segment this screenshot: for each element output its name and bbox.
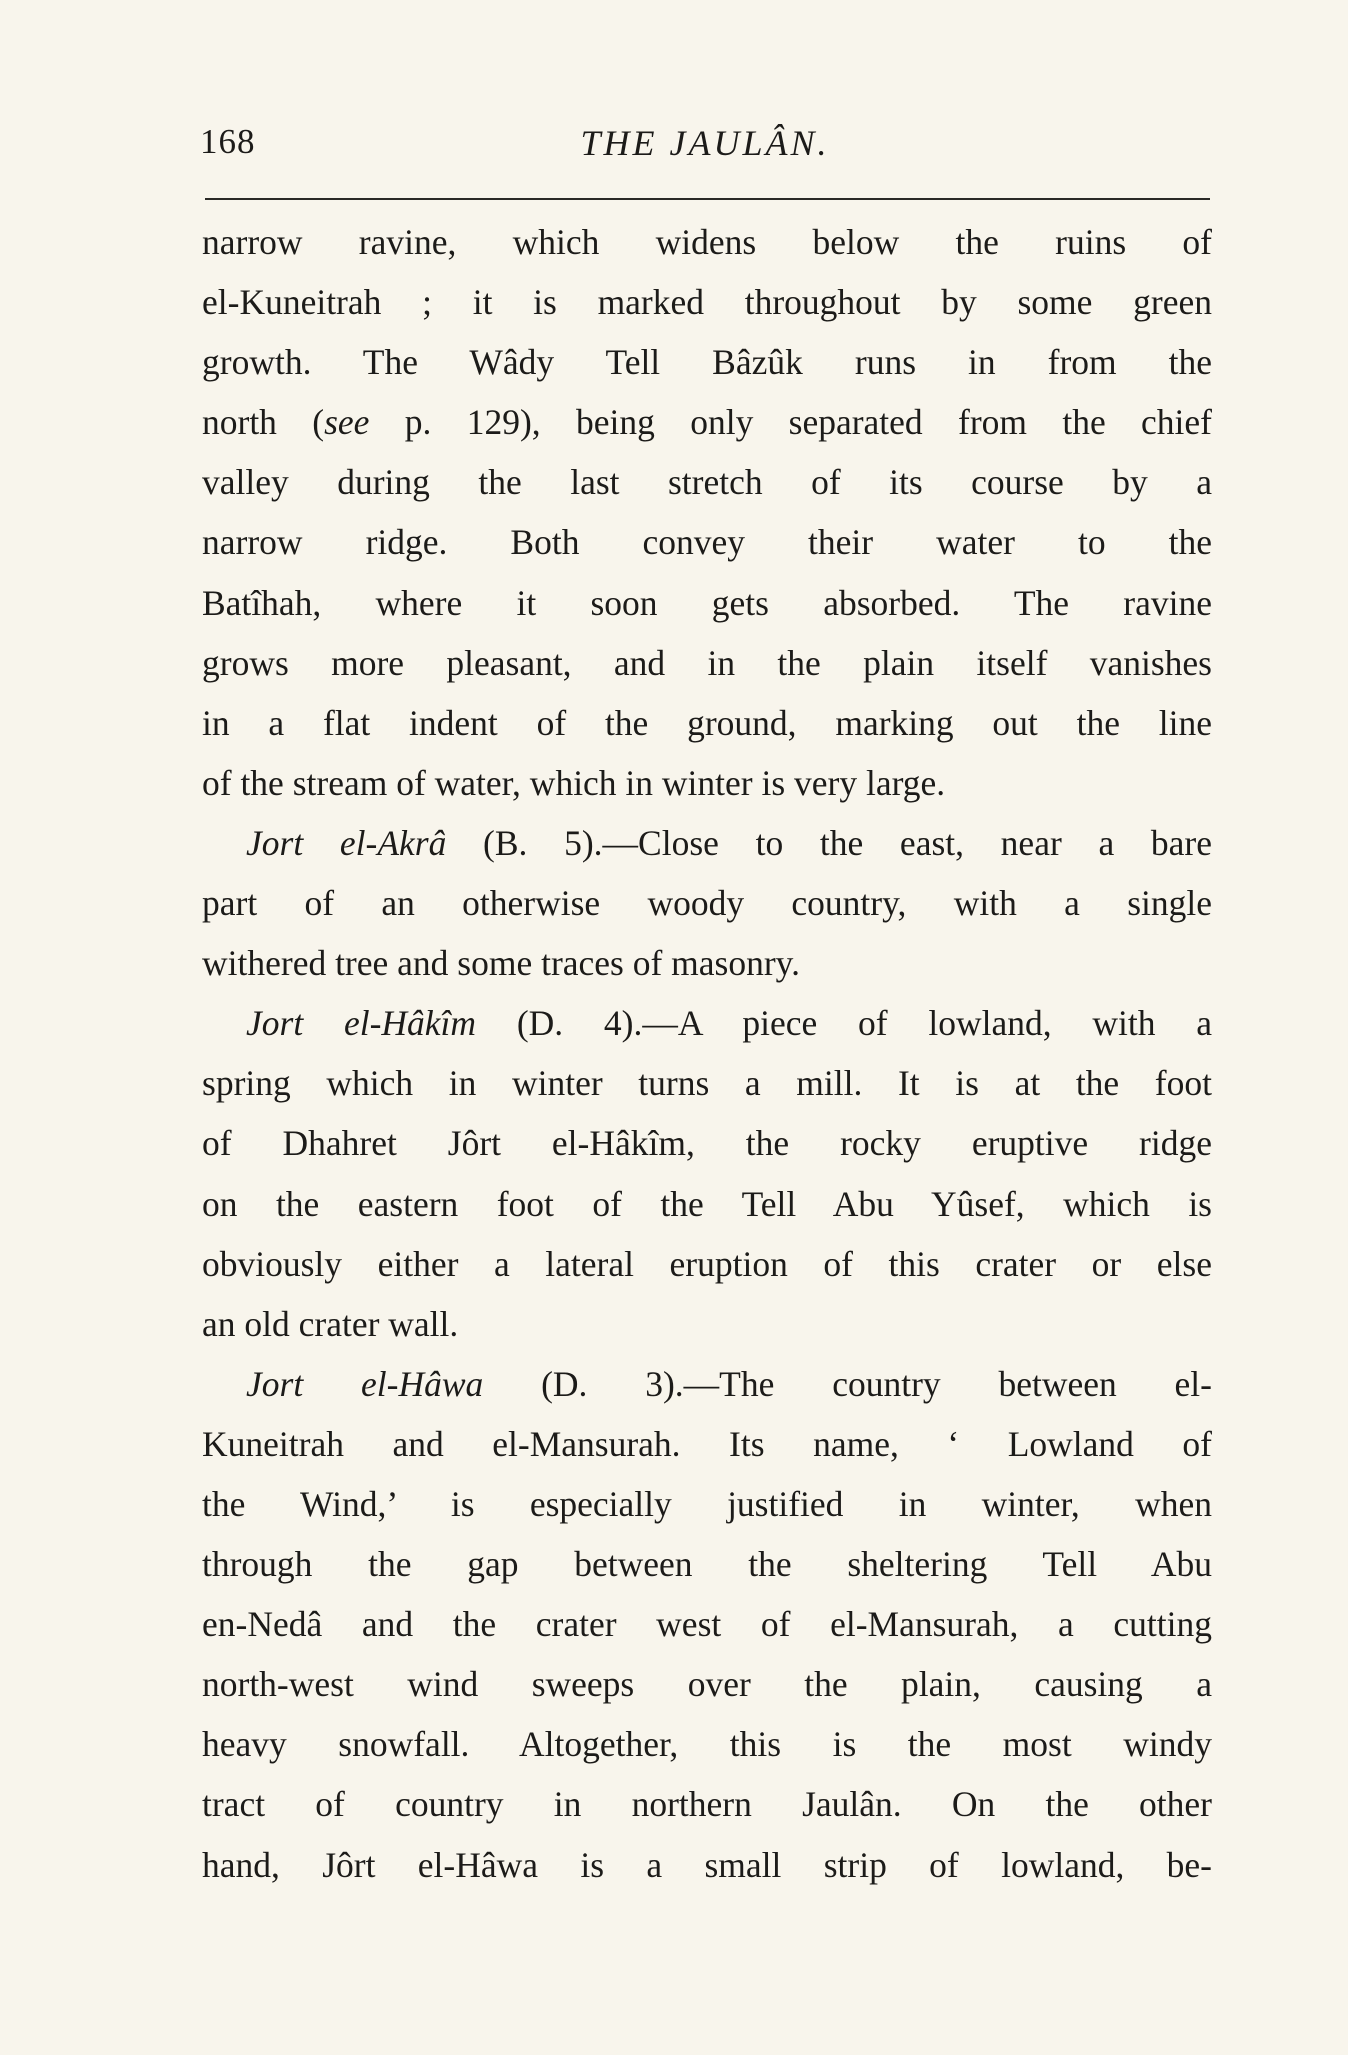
text-segment: p. 129), being only separated from the chief bbox=[369, 402, 1212, 443]
text-line: hand, Jôrt el-Hâwa is a small strip of lowland, be- bbox=[202, 1844, 1212, 1885]
text-line: an old crater wall. bbox=[202, 1303, 459, 1344]
text-line: Batîhah, where it soon gets absorbed. The ravine bbox=[202, 582, 1212, 623]
text-line: tract of country in northern Jaulân. On the other bbox=[202, 1784, 1212, 1825]
text-segment: north ( bbox=[202, 402, 325, 443]
text-line: on the eastern foot of the Tell Abu Yûsef, which is bbox=[202, 1183, 1212, 1224]
entry-title-jort-el-hawa: Jort el-Hâwa bbox=[246, 1363, 484, 1404]
text-line: el-Kuneitrah ; it is marked throughout by some green bbox=[202, 282, 1212, 323]
text-segment: (D. 4).—A piece of lowland, with a bbox=[476, 1003, 1212, 1044]
text-line: narrow ridge. Both convey their water to the bbox=[202, 522, 1212, 563]
text-line: narrow ravine, which widens below the ruins of bbox=[202, 222, 1212, 262]
text-line bbox=[202, 392, 1212, 452]
italic-see: see bbox=[324, 402, 370, 443]
entry-heading-line bbox=[202, 813, 1212, 873]
text-line: grows more pleasant, and in the plain itself vanishes bbox=[202, 642, 1212, 683]
text-line: part of an otherwise woody country, with a single bbox=[202, 883, 1212, 924]
text-line: north-west wind sweeps over the plain, causing a bbox=[202, 1664, 1212, 1705]
entry-title-jort-el-hakim: Jort el-Hâkîm bbox=[246, 1003, 477, 1044]
text-line: of the stream of water, which in winter is very large. bbox=[202, 762, 946, 803]
text-line: en-Nedâ and the crater west of el-Mansurah, a cutting bbox=[202, 1604, 1212, 1645]
text-line: Kuneitrah and el-Mansurah. Its name, ‘ Lowland of bbox=[202, 1423, 1212, 1464]
text-line: spring which in winter turns a mill. It is at the foot bbox=[202, 1063, 1212, 1104]
text-line: obviously either a lateral eruption of this crater or else bbox=[202, 1243, 1212, 1284]
text-line: heavy snowfall. Altogether, this is the most windy bbox=[202, 1724, 1212, 1765]
running-title: THE JAULÂN. bbox=[580, 123, 830, 163]
text-segment: (D. 3).—The country between el- bbox=[483, 1363, 1212, 1404]
text-line: the Wind,’ is especially justified in winter, when bbox=[202, 1483, 1212, 1524]
text-line: growth. The Wâdy Tell Bâzûk runs in from the bbox=[202, 342, 1212, 383]
entry-title-jort-el-akra: Jort el-Akrâ bbox=[246, 822, 447, 863]
entry-heading-line bbox=[202, 1354, 1212, 1414]
text-line: valley during the last stretch of its course by a bbox=[202, 462, 1212, 503]
text-line: through the gap between the sheltering Tell Abu bbox=[202, 1544, 1212, 1585]
text-line: in a flat indent of the ground, marking out the line bbox=[202, 702, 1212, 743]
header-rule bbox=[205, 198, 1210, 200]
text-line: of Dhahret Jôrt el-Hâkîm, the rocky eruptive ridge bbox=[202, 1123, 1212, 1164]
text-line: withered tree and some traces of masonry. bbox=[202, 943, 801, 984]
body-text bbox=[202, 212, 1212, 1895]
page-number: 168 bbox=[200, 122, 256, 161]
text-segment: (B. 5).—Close to the east, near a bare bbox=[446, 822, 1212, 863]
entry-heading-line bbox=[202, 993, 1212, 1053]
page-header bbox=[200, 122, 1210, 182]
